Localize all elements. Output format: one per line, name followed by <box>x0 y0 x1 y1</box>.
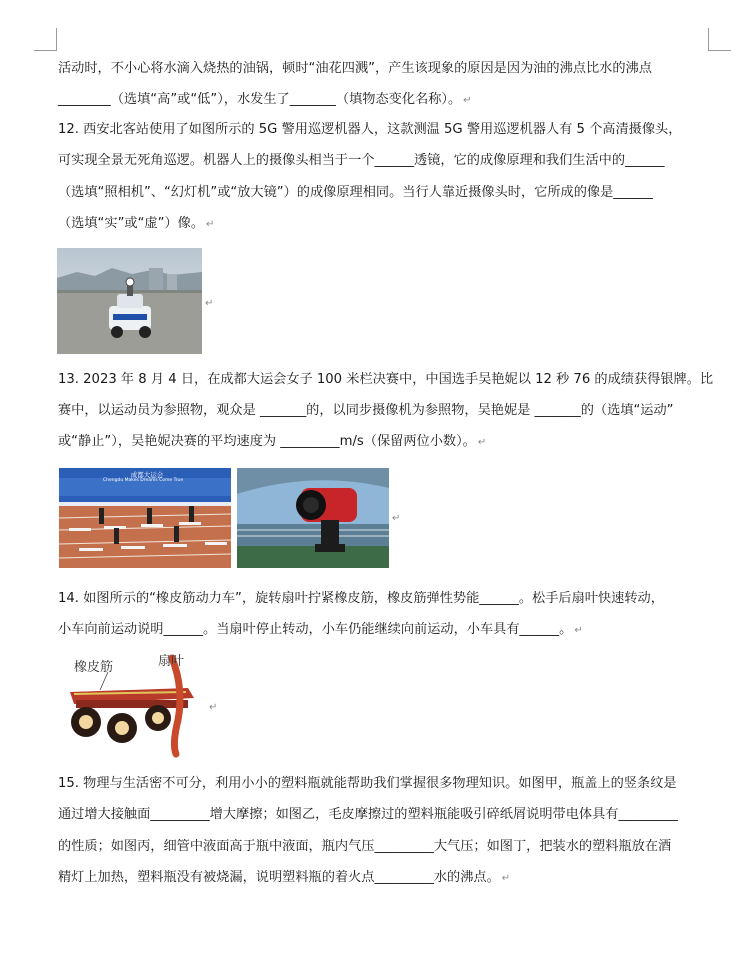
paragraph-mark: ↵ <box>206 219 215 230</box>
q15-line-1: 15. 物理与生活密不可分，利用小小的塑料瓶就能帮助我们掌握很多物理知识。如图甲，瓶盖上的竖条纹是 <box>58 776 677 791</box>
q12-line-3: （选填“照相机”、“幻灯机”或“放大镜”）的成像原理相同。当行人靠近摄像头时，它所成的像是______ <box>58 185 653 200</box>
hurdle-race-image <box>59 468 231 568</box>
q13-line-3: 或“静止”），吴艳妮决赛的平均速度为 _________m/s（保留两位小数）。 ↵ <box>58 434 487 449</box>
rubber-band-car-image <box>60 648 210 760</box>
q11-line-1: 活动时，不小心将水滴入烧热的油锅，顿时“油花四溅”，产生该现象的原因是因为油的沸点比水的沸点 <box>58 61 652 76</box>
page-corner-mark-left <box>34 28 57 51</box>
paragraph-mark: ↵ <box>477 437 487 448</box>
banner-subtext: Chengdu Makes Dreams Come True <box>103 478 184 483</box>
paragraph-mark: ↵ <box>209 702 218 713</box>
page-corner-mark-right <box>708 28 731 51</box>
q12-line-4: （选填“实”或“虚”）像。 ↵ <box>58 216 215 231</box>
paragraph-mark: ↵ <box>463 95 472 106</box>
q15-line-4: 精灯上加热，塑料瓶没有被烧漏，说明塑料瓶的着火点_________水的沸点。 ↵ <box>58 870 511 885</box>
q15-line-2: 通过增大接触面_________增大摩擦；如图乙，毛皮摩擦过的塑料瓶能吸引碎纸屑说明带电体具有_________ <box>58 807 678 822</box>
paragraph-mark: ↵ <box>501 873 511 884</box>
q11-line-2: ________（选填“高”或“低”），水发生了_______（填物态变化名称）。 ↵ <box>58 92 472 107</box>
sync-camera-image <box>237 468 389 568</box>
q12-line-2: 可实现全景无死角巡逻。机器人上的摄像头相当于一个______透镜，它的成像原理和我们生活中的______ <box>58 153 665 168</box>
paragraph-mark: ↵ <box>205 298 214 309</box>
banner-text: 成都大运会 <box>130 471 164 479</box>
q14-line-2: 小车向前运动说明______。当扇叶停止转动，小车仍能继续向前运动，小车具有______。 ↵ <box>58 622 583 637</box>
q14-line-1: 14. 如图所示的“橡皮筋动力车”，旋转扇叶拧紧橡皮筋，橡皮筋弹性势能______。松手后扇叶快速转动， <box>58 591 664 606</box>
label-fan-blade: 扇叶 <box>158 654 185 669</box>
q13-line-2: 赛中，以运动员为参照物，观众是 _______的，以同步摄像机为参照物，吴艳妮是 _______的（选填“运动” <box>58 403 674 418</box>
paragraph-mark: ↵ <box>574 625 583 636</box>
q15-line-3: 的性质；如图丙，细管中液面高于瓶中液面，瓶内气压_________大气压；如图丁，把装水的塑料瓶放在酒 <box>58 839 672 854</box>
q13-line-1: 13. 2023 年 8 月 4 日，在成都大运会女子 100 米栏决赛中，中国选手吴艳妮以 12 秒 76 的成绩获得银牌。比 <box>58 372 714 387</box>
label-rubber-band: 橡皮筋 <box>74 660 114 675</box>
paragraph-mark: ↵ <box>392 513 401 524</box>
q12-line-1: 12. 西安北客站使用了如图所示的 5G 警用巡逻机器人，这款测温 5G 警用巡逻机器人有 5 个高清摄像头， <box>58 122 682 137</box>
patrol-robot-image <box>57 248 202 354</box>
